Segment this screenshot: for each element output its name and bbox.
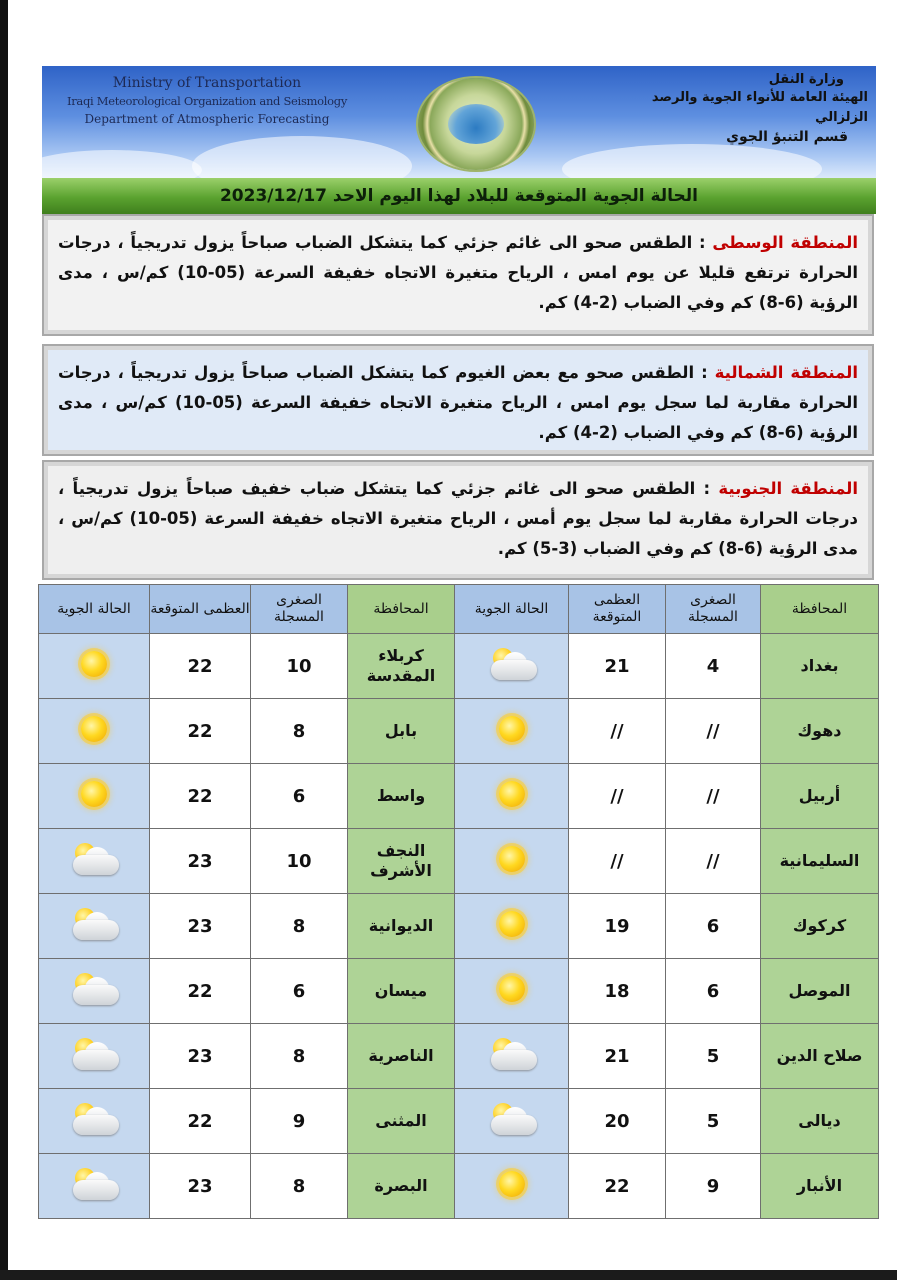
weather-condition-cell [455,829,569,894]
province-name: السليمانية [761,829,879,894]
province-name: الناصرية [348,1024,455,1089]
weather-condition-cell [455,1154,569,1219]
table-row [39,959,879,1024]
min-temp: // [666,764,761,829]
max-temp: 23 [150,829,251,894]
weather-condition-cell [455,959,569,1024]
min-temp: // [666,699,761,764]
max-temp: 23 [150,1024,251,1089]
banner-cloud [192,136,412,178]
max-temp: 23 [150,894,251,959]
header-min: الصغرى المسجلة [666,585,761,634]
region-central-name: المنطقة الوسطى [712,233,858,252]
table-row [39,894,879,959]
ministry-name-ar: وزارة النقل [768,72,844,87]
header-max: العظمى المتوقعة [569,585,666,634]
english-header [42,74,372,128]
province-name: الديوانية [348,894,455,959]
sun-icon [499,1171,525,1197]
min-temp: 10 [251,829,348,894]
max-temp: // [569,764,666,829]
min-temp: 6 [251,959,348,1024]
min-temp: 8 [251,1024,348,1089]
max-temp: 22 [150,1089,251,1154]
region-south [42,460,874,580]
sun-icon [499,716,525,742]
max-temp: 22 [569,1154,666,1219]
weather-condition-cell [39,1024,150,1089]
header-min: الصغرى المسجلة [251,585,348,634]
weather-condition-cell [39,959,150,1024]
max-temp: // [569,699,666,764]
sun-icon [499,781,525,807]
region-north [42,344,874,456]
header-condition: الحالة الجوية [455,585,569,634]
weather-condition-cell [455,1089,569,1154]
weather-condition-cell [455,1024,569,1089]
partly-cloudy-icon [65,906,123,942]
provinces-table [38,584,879,1219]
sun-icon [499,911,525,937]
partly-cloudy-icon [483,1101,541,1137]
arabic-header [608,72,868,146]
header-province: المحافظة [761,585,879,634]
header-banner [42,66,876,178]
ministry-name-en: Ministry of Transportation [112,75,302,91]
max-temp: 23 [150,1154,251,1219]
banner-cloud [42,150,202,178]
min-temp: 6 [666,959,761,1024]
province-name: الموصل [761,959,879,1024]
partly-cloudy-icon [65,1036,123,1072]
logo-emblem [448,104,504,144]
province-name: واسط [348,764,455,829]
partly-cloudy-icon [65,1166,123,1202]
organization-name-ar: الهيئة العامة للأنواء الجوية والرصد الزلزالي [651,90,868,125]
min-temp: 8 [251,699,348,764]
partly-cloudy-icon [483,1036,541,1072]
min-temp: 6 [666,894,761,959]
min-temp: // [666,829,761,894]
partly-cloudy-icon [483,646,541,682]
forecast-title: الحالة الجوية المتوقعة للبلاد لهذا اليوم الاحد 2023/12/17 [42,178,876,214]
left-border [0,0,8,1280]
sun-icon [81,651,107,677]
max-temp: 22 [150,959,251,1024]
partly-cloudy-icon [65,1101,123,1137]
region-central-text: : الطقس صحو الى غائم جزئي كما يتشكل الضباب صباحاً يزول تدريجياً ، درجات الحرارة ترتفع قليلا عن يوم امس ، الرياح متغيرة الاتجاه خفيفة السرعة (05-10) كم/س ، مدى الرؤية (6-8) كم وفي الضباب (2-4) كم. [58,233,858,312]
partly-cloudy-icon [65,971,123,1007]
table-row [39,1024,879,1089]
header-max: العظمى المتوقعة [150,585,251,634]
table-row [39,1154,879,1219]
department-name-en: Department of Atmospheric Forecasting [84,112,330,126]
weather-condition-cell [39,894,150,959]
table-row [39,634,879,699]
min-temp: 9 [666,1154,761,1219]
weather-condition-cell [39,699,150,764]
weather-condition-cell [39,829,150,894]
header-province: المحافظة [348,585,455,634]
header-condition: الحالة الجوية [39,585,150,634]
sun-icon [499,846,525,872]
weather-condition-cell [455,699,569,764]
table-row [39,1089,879,1154]
max-temp: 21 [569,1024,666,1089]
max-temp: 19 [569,894,666,959]
province-name: الأنبار [761,1154,879,1219]
region-south-text: : الطقس صحو الى غائم جزئي كما يتشكل ضباب خفيف صباحاً يزول تدريجياً ، درجات الحرارة مقاربة لما سجل يوم أمس ، الرياح متغيرة الاتجاه خفيفة السرعة (05-10) كم/س ، مدى الرؤية (6-8) كم وفي الضباب (3-5) كم. [58,479,858,558]
weather-condition-cell [39,764,150,829]
province-name: دهوك [761,699,879,764]
weather-condition-cell [455,764,569,829]
max-temp: 22 [150,699,251,764]
sun-icon [81,781,107,807]
province-name: أربيل [761,764,879,829]
table-header-row [39,585,879,634]
max-temp: 18 [569,959,666,1024]
min-temp: 10 [251,634,348,699]
max-temp: // [569,829,666,894]
region-north-name: المنطقة الشمالية [714,363,859,382]
province-name: بابل [348,699,455,764]
table-row [39,764,879,829]
weather-condition-cell [39,1154,150,1219]
table-row [39,829,879,894]
partly-cloudy-icon [65,841,123,877]
province-name: النجف الأشرف [348,829,455,894]
region-south-name: المنطقة الجنوبية [718,479,859,498]
min-temp: 6 [251,764,348,829]
max-temp: 20 [569,1089,666,1154]
min-temp: 9 [251,1089,348,1154]
organization-logo [418,78,534,170]
min-temp: 4 [666,634,761,699]
region-north-text: : الطقس صحو مع بعض الغيوم كما يتشكل الضباب صباحاً يزول تدريجياً ، درجات الحرارة مقاربة لما سجل يوم امس ، الرياح متغيرة الاتجاه خفيفة السرعة (05-10) كم/س ، مدى الرؤية (6-8) كم وفي الضباب (2-4) كم. [58,363,858,442]
max-temp: 21 [569,634,666,699]
department-name-ar: قسم التنبؤ الجوي [726,129,848,145]
min-temp: 5 [666,1024,761,1089]
banner-cloud [562,144,822,178]
weather-condition-cell [455,894,569,959]
province-name: ميسان [348,959,455,1024]
sun-icon [81,716,107,742]
table-row [39,699,879,764]
min-temp: 5 [666,1089,761,1154]
bottom-border [0,1270,897,1280]
weather-condition-cell [39,1089,150,1154]
province-name: ديالى [761,1089,879,1154]
max-temp: 22 [150,634,251,699]
province-name: صلاح الدين [761,1024,879,1089]
weather-condition-cell [455,634,569,699]
province-name: البصرة [348,1154,455,1219]
province-name: كربلاء المقدسة [348,634,455,699]
min-temp: 8 [251,1154,348,1219]
organization-name-en: Iraqi Meteorological Organization and Seismology [66,94,348,108]
region-central [42,214,874,336]
weather-condition-cell [39,634,150,699]
min-temp: 8 [251,894,348,959]
province-name: المثنى [348,1089,455,1154]
sun-icon [499,976,525,1002]
province-name: كركوك [761,894,879,959]
max-temp: 22 [150,764,251,829]
province-name: بغداد [761,634,879,699]
